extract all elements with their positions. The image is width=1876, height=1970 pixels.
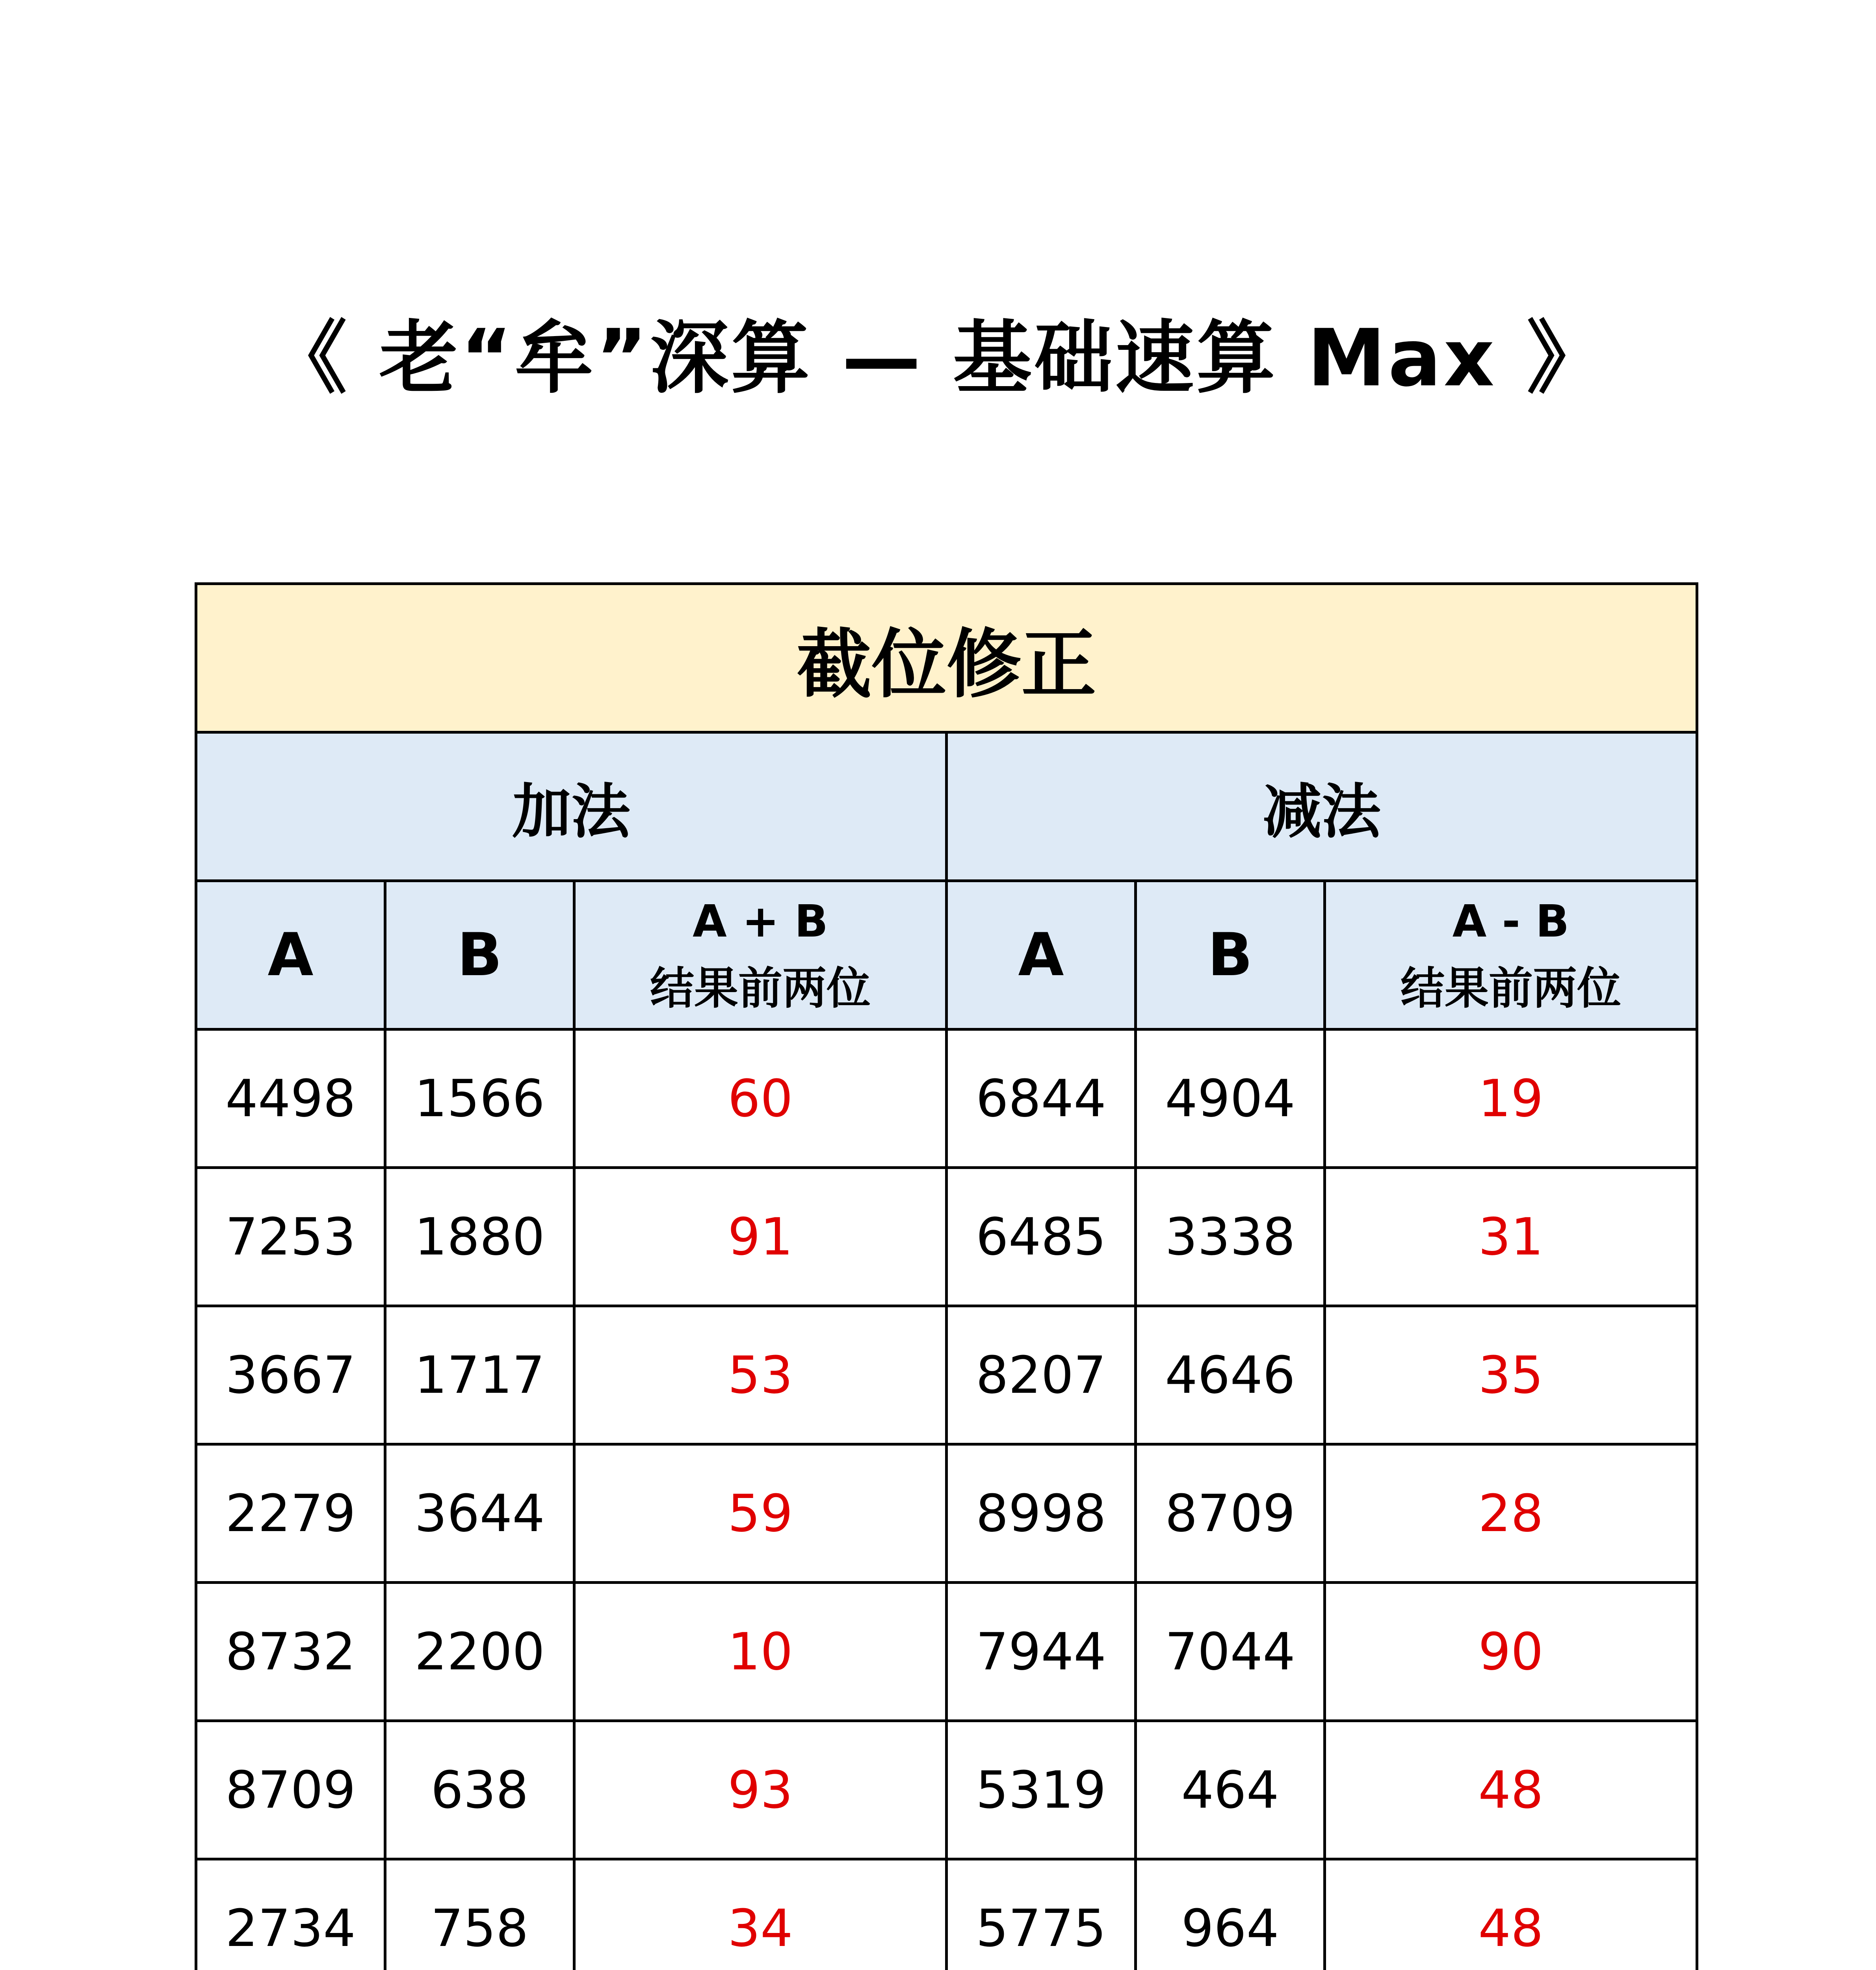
sub-a-cell: 6485 <box>947 1168 1136 1306</box>
sub-result-cell: 90 <box>1325 1583 1697 1721</box>
sub-b-cell: 3338 <box>1136 1168 1325 1306</box>
add-a-cell: 8709 <box>196 1721 385 1859</box>
section-subtraction: 减法 <box>947 732 1697 881</box>
add-result-formula: A + B <box>693 896 828 947</box>
table-row <box>196 1168 1697 1306</box>
add-a-cell: 4498 <box>196 1030 385 1168</box>
add-b-cell: 1566 <box>385 1030 574 1168</box>
table-row <box>196 1859 1697 1970</box>
add-b-cell: 758 <box>385 1859 574 1970</box>
section-header-row <box>196 732 1697 881</box>
sub-result-formula: A - B <box>1452 896 1570 947</box>
add-b-cell: 2200 <box>385 1583 574 1721</box>
add-result-desc: 结果前两位 <box>650 963 871 1014</box>
section-addition: 加法 <box>196 732 947 881</box>
sub-a-cell: 8207 <box>947 1306 1136 1444</box>
sub-result-desc: 结果前两位 <box>1400 963 1622 1014</box>
table-row <box>196 1721 1697 1859</box>
sub-result-cell: 28 <box>1325 1444 1697 1583</box>
add-result-header <box>574 881 947 1030</box>
sub-b-cell: 8709 <box>1136 1444 1325 1583</box>
sub-b-header: B <box>1136 881 1325 1030</box>
add-b-cell: 1880 <box>385 1168 574 1306</box>
sub-b-cell: 4904 <box>1136 1030 1325 1168</box>
add-result-cell: 34 <box>574 1859 947 1970</box>
sub-result-cell: 31 <box>1325 1168 1697 1306</box>
table-row <box>196 1306 1697 1444</box>
add-result-cell: 91 <box>574 1168 947 1306</box>
sub-b-cell: 964 <box>1136 1859 1325 1970</box>
add-b-cell: 1717 <box>385 1306 574 1444</box>
sub-result-cell: 19 <box>1325 1030 1697 1168</box>
sub-b-cell: 464 <box>1136 1721 1325 1859</box>
add-b-cell: 3644 <box>385 1444 574 1583</box>
add-result-cell: 93 <box>574 1721 947 1859</box>
add-a-cell: 8732 <box>196 1583 385 1721</box>
sub-a-cell: 7944 <box>947 1583 1136 1721</box>
add-a-header: A <box>196 881 385 1030</box>
add-result-cell: 60 <box>574 1030 947 1168</box>
add-result-cell: 59 <box>574 1444 947 1583</box>
sub-b-cell: 7044 <box>1136 1583 1325 1721</box>
table-row <box>196 1030 1697 1168</box>
sub-result-cell: 48 <box>1325 1859 1697 1970</box>
column-header-row <box>196 881 1697 1030</box>
table-row <box>196 1444 1697 1583</box>
add-a-cell: 3667 <box>196 1306 385 1444</box>
page-title: 《 老“牟”深算 — 基础速算 Max 》 <box>268 312 1608 404</box>
sub-a-cell: 6844 <box>947 1030 1136 1168</box>
add-b-cell: 638 <box>385 1721 574 1859</box>
truncation-correction-table <box>195 582 1698 1970</box>
sub-a-header: A <box>947 881 1136 1030</box>
sub-b-cell: 4646 <box>1136 1306 1325 1444</box>
add-result-cell: 53 <box>574 1306 947 1444</box>
sub-result-header <box>1325 881 1697 1030</box>
sub-a-cell: 5319 <box>947 1721 1136 1859</box>
add-b-header: B <box>385 881 574 1030</box>
table-heading-row <box>196 584 1697 732</box>
add-a-cell: 7253 <box>196 1168 385 1306</box>
table-row <box>196 1583 1697 1721</box>
add-a-cell: 2279 <box>196 1444 385 1583</box>
add-a-cell: 2734 <box>196 1859 385 1970</box>
table-heading: 截位修正 <box>196 584 1697 732</box>
sub-a-cell: 5775 <box>947 1859 1136 1970</box>
add-result-cell: 10 <box>574 1583 947 1721</box>
sub-result-cell: 35 <box>1325 1306 1697 1444</box>
sub-result-cell: 48 <box>1325 1721 1697 1859</box>
sub-a-cell: 8998 <box>947 1444 1136 1583</box>
